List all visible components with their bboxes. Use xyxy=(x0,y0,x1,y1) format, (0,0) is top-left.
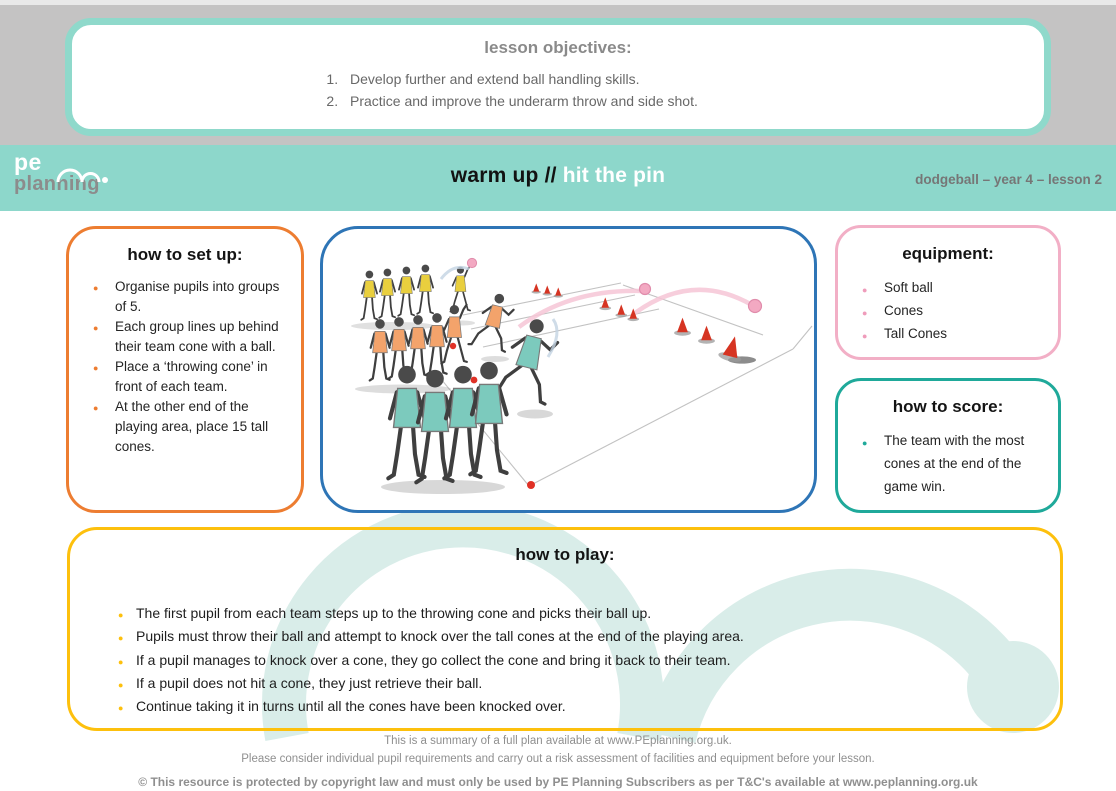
setup-item: ● At the other end of the playing area, place 15 tall cones. xyxy=(85,397,289,457)
how-to-set-up-list xyxy=(85,277,289,457)
footer-copyright: © This resource is protected by copyright law and must only be used by PE Planning Subscribers as per T&C's available at www.peplanning.org.uk xyxy=(138,775,978,789)
lesson-objectives-list xyxy=(322,68,1044,112)
setup-item: ● Place a ‘throwing cone’ in front of each team. xyxy=(85,357,289,397)
title-banner xyxy=(0,145,1116,211)
play-item: ● The first pupil from each team steps up to the throwing cone and picks their ball up. xyxy=(110,602,1040,625)
lesson-meta: dodgeball – year 4 – lesson 2 xyxy=(915,172,1102,187)
how-to-play-title: how to play: xyxy=(515,545,615,564)
how-to-score-box xyxy=(835,378,1061,513)
lesson-objectives-box xyxy=(65,18,1051,136)
how-to-play-box xyxy=(67,527,1063,731)
how-to-score-title: how to score: xyxy=(892,397,1004,416)
footer-summary: This is a summary of a full plan available at www.PEplanning.org.uk. xyxy=(384,735,732,747)
play-item: ● Continue taking it in turns until all the cones have been knocked over. xyxy=(110,695,1040,718)
how-to-set-up-box xyxy=(66,226,304,513)
play-item: ● If a pupil manages to knock over a cone, they go collect the cone and bring it back to their team. xyxy=(110,649,1040,672)
header-band xyxy=(0,5,1116,145)
tall-cones xyxy=(531,283,756,364)
objective-item: 2. Practice and improve the underarm throw and side shot. xyxy=(342,90,1044,112)
equipment-list xyxy=(854,276,1046,345)
page-title-light: hit the pin xyxy=(562,164,666,187)
play-item: ● If a pupil does not hit a cone, they just retrieve their ball. xyxy=(110,672,1040,695)
page-title-dark: warm up // xyxy=(450,164,563,187)
equipment-item: ● Soft ball xyxy=(854,276,1046,299)
equipment-item: ● Cones xyxy=(854,299,1046,322)
logo-text-planning: planning xyxy=(14,173,100,195)
equipment-title: equipment: xyxy=(902,244,994,263)
warm-up-illustration-box xyxy=(320,226,817,513)
how-to-score-list xyxy=(854,429,1046,498)
lesson-objectives-title: lesson objectives: xyxy=(484,38,632,57)
how-to-play-list xyxy=(110,602,1040,718)
objective-item: 1. Develop further and extend ball handling skills. xyxy=(342,68,1044,90)
equipment-item: ● Tall Cones xyxy=(854,322,1046,345)
equipment-box xyxy=(835,225,1061,360)
play-item: ● Pupils must throw their ball and attempt to knock over the tall cones at the end of the playing area. xyxy=(110,625,1040,648)
footer-disclaimer: Please consider individual pupil requirements and carry out a risk assessment of facilities and equipment before your lesson. xyxy=(241,753,875,765)
how-to-set-up-title: how to set up: xyxy=(127,245,243,264)
setup-item: ● Organise pupils into groups of 5. xyxy=(85,277,289,317)
children-throwing-at-cones-illustration xyxy=(323,229,814,510)
score-item: ● The team with the most cones at the end of the game win. xyxy=(854,429,1046,498)
logo-text-pe: pe xyxy=(14,149,42,175)
setup-item: ● Each group lines up behind their team cone with a ball. xyxy=(85,317,289,357)
